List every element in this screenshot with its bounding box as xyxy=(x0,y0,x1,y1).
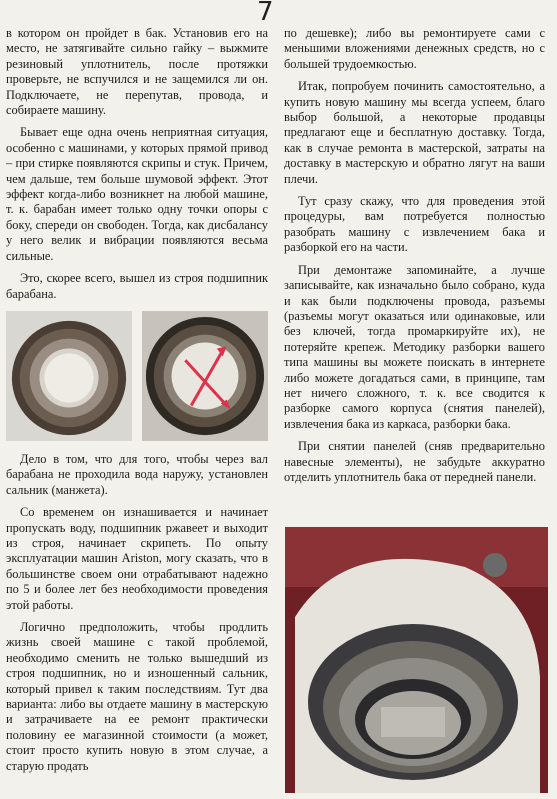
paragraph: При демонтаже запоминайте, а лучше записывайте, как изначально было собрано, куда и как были подключены провода, разъемы (разъемы могут оказаться или одинаковые, или без ключей, тогда промаркируйте их), не потеряйте крепеж. Методику разборки вашего типа машины вы можете поискать в интернете либо можете догадаться сами, в принципе, там нет ничего сложного, т. к. все сводится к разборке самого корпуса (снятия панелей), извлечения бака из каркаса, разборки бака. xyxy=(284,262,545,431)
bearing-photos xyxy=(6,310,268,442)
left-column xyxy=(6,26,268,781)
paragraph: Тут сразу скажу, что для проведения этой процедуры, вам потребуется полностью разобрать машину с извлечением бака и разборкой его на части. xyxy=(284,194,545,255)
tank-photo xyxy=(285,527,548,793)
paragraph: по дешевке); либо вы ремонтируете сами с меньшими вложениями денежных средств, но с большей трудоемкостью. xyxy=(284,26,545,71)
paragraph: Логично предположить, чтобы продлить жизнь своей машине с такой проблемой, необходимо сменить не только вышедший из строя подшипник, но и изношенный сальник, который привел к таким последствиям. Тут два варианта: либо вы отдаете машину в мастерскую и затрачиваете на ее ремонт практически половину ее магазинной стоимости (а может, стоит просто купить новую в этом случае, а старую продать xyxy=(6,619,268,773)
paragraph: Со временем он изнашивается и начинает пропускать воду, подшипник ржавеет и выходит из строя, начинает скрипеть. По опыту эксплуатации машин Ariston, могу сказать, что в большинстве своем они отрабатывают надежно по 5 и более лет без необходимости проведения этой работы. xyxy=(6,505,268,612)
page-number: 7 xyxy=(257,0,274,27)
paragraph: в котором он пройдет в бак. Установив его на место, не затягивайте сильно гайку – выжмите резиновый уплотнитель, после протяжки проверьте, не вспучился и не защемился ли он. Подключаете, не перепутав, провода, и собираете машину. xyxy=(6,26,268,118)
paragraph: Дело в том, что для того, чтобы через вал барабана не проходила вода наружу, установлен сальник (манжета). xyxy=(6,451,268,497)
right-column xyxy=(284,26,545,492)
worn-seal-photo xyxy=(142,310,268,442)
paragraph: Это, скорее всего, вышел из строя подшипник барабана. xyxy=(6,271,268,301)
old-seal-photo xyxy=(6,310,132,442)
paragraph: Бывает еще одна очень неприятная ситуация, особенно с машинами, у которых прямой привод – при стирке появляются скрипы и стук. Причем, чем дальше, тем больше шумовой эффект. Этот эффект когда-либо возникнет на любой машине, т. к. барабан имеет только одну точки опоры с боку, спереди он свободен. Тогда, как дисбалансу у него велик и вибрации появляются весьма сильные. xyxy=(6,125,268,263)
paragraph: При снятии панелей (сняв предварительно навесные элементы), не забудьте аккуратно отделить уплотнитель бака от передней панели. xyxy=(284,439,545,484)
paragraph: Итак, попробуем починить самостоятельно, а купить новую машину мы всегда успеем, благо выбор большой, а некоторые продавцы предлагают еще и бесплатную доставку. Тогда, как в случае ремонта в мастерской, затраты на доставку в мастерскую и обратно лягут на ваши плечи. xyxy=(284,79,545,186)
